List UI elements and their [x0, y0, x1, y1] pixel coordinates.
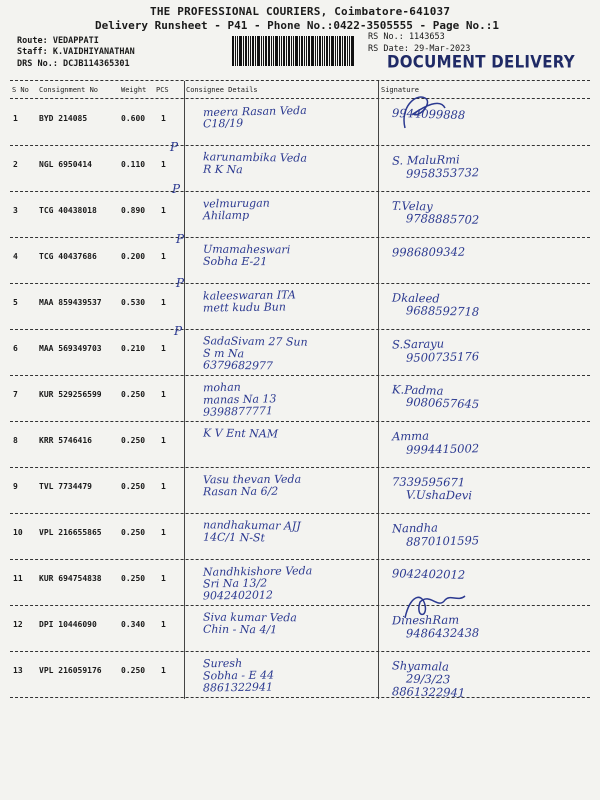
- barcode-bar: [304, 36, 305, 66]
- barcode-bar: [301, 36, 303, 66]
- row-consignee-line: 8861322941: [202, 680, 274, 695]
- row-consignment-no: KUR 529256599: [39, 390, 102, 399]
- row-signature-line: 29/3/23: [405, 671, 451, 687]
- barcode-bar: [279, 36, 280, 66]
- row-signature-line: K.Padma: [391, 382, 444, 398]
- barcode-bar: [291, 36, 292, 66]
- row-signature-line: T.Velay: [391, 198, 433, 214]
- row-consignee-line: S m Na: [202, 346, 245, 361]
- row-consignee-line: mohan: [202, 380, 241, 395]
- row-consignment-no: TCG 40437686: [39, 252, 97, 261]
- row-consignee-line: SadaSivam 27 Sun: [202, 334, 308, 349]
- col-consignee-details: Consignee Details: [186, 86, 258, 94]
- row-consignee-line: Umamaheswari: [202, 242, 291, 257]
- row-signature-line: 9042402012: [391, 566, 466, 582]
- signature-scribble: [395, 88, 455, 133]
- barcode-bar: [339, 36, 341, 66]
- row-consignee-line: C18/19: [202, 116, 244, 131]
- barcode-bar: [311, 36, 314, 66]
- row-consignee-line: Rasan Na 6/2: [202, 484, 279, 499]
- barcode-bar: [248, 36, 249, 66]
- document-delivery-stamp: DOCUMENT DELIVERY: [387, 52, 575, 72]
- row-consignee-line: velmurugan: [202, 196, 270, 211]
- row-pcs: 1: [161, 620, 166, 629]
- barcode-bar: [245, 36, 247, 66]
- row-signature-line: 9688592718: [405, 303, 480, 319]
- barcode-bar: [286, 36, 287, 66]
- row-weight: 0.250: [121, 482, 146, 491]
- runsheet-subtitle: Delivery Runsheet - P41 - Phone No.:0422-3505555 - Page No.:1: [95, 19, 499, 32]
- rs-number: RS No.: 1143653: [368, 32, 445, 42]
- p-mark: P: [170, 140, 179, 154]
- barcode-bar: [273, 36, 274, 66]
- barcode-bar: [275, 36, 278, 66]
- row-consignee-line: 9398877771: [202, 404, 274, 419]
- barcode-bar: [329, 36, 330, 66]
- row-weight: 0.250: [121, 390, 146, 399]
- row-consignment-no: KRR 5746416: [39, 436, 92, 445]
- barcode-bar: [271, 36, 272, 66]
- row-consignee-line: kaleeswaran ITA: [202, 288, 296, 303]
- row-pcs: 1: [161, 206, 166, 215]
- p-mark: P: [174, 324, 183, 338]
- row-sno: 4: [13, 252, 18, 261]
- barcode-bar: [347, 36, 348, 66]
- row-consignee-line: 9042402012: [202, 588, 274, 603]
- barcode-bar: [237, 36, 238, 66]
- row-pcs: 1: [161, 298, 166, 307]
- row-consignee-line: Sobha - E 44: [202, 668, 275, 683]
- row-consignment-no: VPL 216655865: [39, 528, 102, 537]
- row-pcs: 1: [161, 160, 166, 169]
- barcode-bar: [268, 36, 270, 66]
- row-consignee-line: meera Rasan Veda: [202, 103, 307, 120]
- row-pcs: 1: [161, 528, 166, 537]
- barcode-bar: [317, 36, 318, 66]
- header-rule-top: [10, 80, 590, 81]
- row-consignment-no: TCG 40438018: [39, 206, 97, 215]
- row-divider: [10, 375, 590, 376]
- row-sno: 1: [13, 114, 18, 123]
- row-divider: [10, 421, 590, 422]
- row-consignment-no: MAA 859439537: [39, 298, 102, 307]
- barcode-bar: [293, 36, 294, 66]
- row-signature-line: 9486432438: [405, 625, 480, 641]
- row-divider: [10, 559, 590, 560]
- barcode-bar: [319, 36, 321, 66]
- row-signature-line: S.Sarayu: [391, 336, 445, 352]
- barcode-bar: [344, 36, 346, 66]
- row-weight: 0.250: [121, 436, 146, 445]
- row-consignee-line: Sobha E-21: [202, 254, 268, 269]
- barcode-bar: [342, 36, 343, 66]
- row-consignment-no: MAA 569349703: [39, 344, 102, 353]
- barcode-bar: [288, 36, 290, 66]
- row-divider: [10, 237, 590, 238]
- row-weight: 0.340: [121, 620, 146, 629]
- row-consignment-no: BYD 214085: [39, 114, 88, 123]
- row-signature-line: 9500735176: [405, 349, 480, 365]
- barcode-bar: [306, 36, 307, 66]
- barcode-bar: [349, 36, 350, 66]
- row-pcs: 1: [161, 114, 166, 123]
- row-consignee-line: manas Na 13: [202, 392, 277, 407]
- row-weight: 0.530: [121, 298, 146, 307]
- row-weight: 0.110: [121, 160, 146, 169]
- rs-date: RS Date: 29-Mar-2023: [368, 44, 471, 54]
- staff-label: Staff: K.VAIDHIYANATHAN: [17, 47, 135, 57]
- row-signature-line: DineshRam: [391, 612, 460, 628]
- barcode-bar: [335, 36, 336, 66]
- barcode-bar: [239, 36, 242, 66]
- row-consignee-line: Chin - Na 4/1: [202, 622, 278, 637]
- barcode-bar: [261, 36, 262, 66]
- row-sno: 9: [13, 482, 18, 491]
- row-divider: [10, 513, 590, 514]
- barcode-bar: [252, 36, 254, 66]
- row-weight: 0.250: [121, 574, 146, 583]
- row-divider: [10, 467, 590, 468]
- row-signature-line: 8861322941: [391, 684, 466, 700]
- barcode-bar: [295, 36, 298, 66]
- row-weight: 0.200: [121, 252, 146, 261]
- row-signature-line: S. MaluRmi: [391, 152, 460, 168]
- col-weight: Weight: [121, 86, 147, 94]
- row-consignee-line: nandhakumar AJJ: [202, 518, 301, 533]
- col-pcs: PCS: [156, 86, 169, 94]
- barcode-bar: [263, 36, 264, 66]
- row-divider: [10, 145, 590, 146]
- row-consignee-line: 6379682977: [202, 358, 274, 373]
- row-divider: [10, 191, 590, 192]
- row-consignment-no: VPL 216059176: [39, 666, 102, 675]
- barcode-bar: [299, 36, 300, 66]
- row-consignee-line: K V Ent NAM: [202, 426, 279, 441]
- row-consignee-line: Ahilamp: [202, 208, 250, 223]
- row-signature-line: Dkaleed: [391, 290, 440, 306]
- col-sno: S No: [12, 86, 29, 94]
- details-column-divider: [184, 81, 185, 699]
- col-signature: Signature: [381, 86, 419, 94]
- row-signature-line: 8870101595: [405, 533, 480, 549]
- barcode-bar: [308, 36, 310, 66]
- barcode-bar: [283, 36, 285, 66]
- row-signature-line: 7339595671: [391, 474, 466, 490]
- row-pcs: 1: [161, 436, 166, 445]
- barcode-bar: [257, 36, 260, 66]
- row-pcs: 1: [161, 574, 166, 583]
- row-sno: 7: [13, 390, 18, 399]
- barcode-bar: [281, 36, 282, 66]
- barcode-bar: [337, 36, 338, 66]
- row-consignment-no: DPI 10446090: [39, 620, 97, 629]
- row-signature-line: 9944099888: [391, 105, 466, 123]
- row-consignment-no: TVL 7734479: [39, 482, 92, 491]
- row-signature-line: 9994415002: [405, 441, 480, 457]
- column-headers: [0, 86, 600, 98]
- barcode-bar: [315, 36, 316, 66]
- row-consignee-line: Suresh: [202, 656, 243, 671]
- header-rule-bottom: [10, 98, 590, 99]
- row-sno: 6: [13, 344, 18, 353]
- row-sno: 11: [13, 574, 23, 583]
- row-consignee-line: Nandhkishore Veda: [202, 564, 313, 579]
- row-signature-line: Nandha: [391, 520, 439, 536]
- row-sno: 8: [13, 436, 18, 445]
- row-sno: 5: [13, 298, 18, 307]
- signature-scribble: [400, 590, 470, 622]
- row-sno: 3: [13, 206, 18, 215]
- barcode-bar: [324, 36, 325, 66]
- barcode-bar: [322, 36, 323, 66]
- barcode-bar: [255, 36, 256, 66]
- p-mark: P: [176, 276, 185, 290]
- row-consignee-line: R K Na: [202, 162, 243, 177]
- route-label: Route: VEDAPPATI: [17, 36, 99, 46]
- row-pcs: 1: [161, 482, 166, 491]
- barcode-bar: [351, 36, 354, 66]
- row-weight: 0.210: [121, 344, 146, 353]
- barcode-bar: [326, 36, 328, 66]
- row-signature-line: 9986809342: [391, 244, 466, 260]
- row-signature-line: 9788885702: [405, 211, 480, 227]
- row-sno: 13: [13, 666, 23, 675]
- row-signature-line: 9080657645: [405, 394, 480, 412]
- signature-column-divider: [378, 81, 379, 699]
- row-divider: [10, 697, 590, 698]
- row-pcs: 1: [161, 252, 166, 261]
- row-divider: [10, 605, 590, 606]
- row-weight: 0.250: [121, 528, 146, 537]
- row-consignee-line: mett kudu Bun: [202, 300, 286, 315]
- row-divider: [10, 329, 590, 330]
- p-mark: P: [172, 182, 181, 196]
- row-pcs: 1: [161, 390, 166, 399]
- drs-number: DRS No.: DCJB114365301: [17, 59, 130, 69]
- row-sno: 2: [13, 160, 18, 169]
- row-weight: 0.250: [121, 666, 146, 675]
- row-consignment-no: KUR 694754838: [39, 574, 102, 583]
- row-sno: 12: [13, 620, 23, 629]
- barcode-bar: [331, 36, 334, 66]
- row-consignee-line: 14C/1 N-St: [202, 530, 266, 545]
- row-sno: 10: [13, 528, 23, 537]
- barcode-bar: [232, 36, 234, 66]
- row-weight: 0.890: [121, 206, 146, 215]
- row-consignee-line: Vasu thevan Veda: [202, 472, 302, 487]
- row-pcs: 1: [161, 666, 166, 675]
- barcode-bar: [235, 36, 236, 66]
- row-divider: [10, 651, 590, 652]
- row-signature-line: Amma: [391, 428, 430, 444]
- company-title: THE PROFESSIONAL COURIERS, Coimbatore-641037: [150, 5, 451, 18]
- row-consignee-line: karunambika Veda: [202, 150, 308, 165]
- col-consignment: Consignment No: [39, 86, 99, 94]
- barcode-bar: [243, 36, 244, 66]
- row-signature-line: 9958353732: [405, 165, 480, 181]
- row-divider: [10, 283, 590, 284]
- row-consignment-no: NGL 6950414: [39, 160, 92, 169]
- barcode-bar: [265, 36, 267, 66]
- row-signature-line: Shyamala: [391, 658, 450, 674]
- barcode-bar: [250, 36, 251, 66]
- row-consignee-line: Sri Na 13/2: [202, 576, 268, 591]
- p-mark: P: [176, 232, 185, 246]
- row-pcs: 1: [161, 344, 166, 353]
- row-consignee-line: Siva kumar Veda: [202, 610, 297, 625]
- row-weight: 0.600: [121, 114, 146, 123]
- barcode: [232, 36, 362, 66]
- row-signature-line: V.UshaDevi: [405, 487, 473, 503]
